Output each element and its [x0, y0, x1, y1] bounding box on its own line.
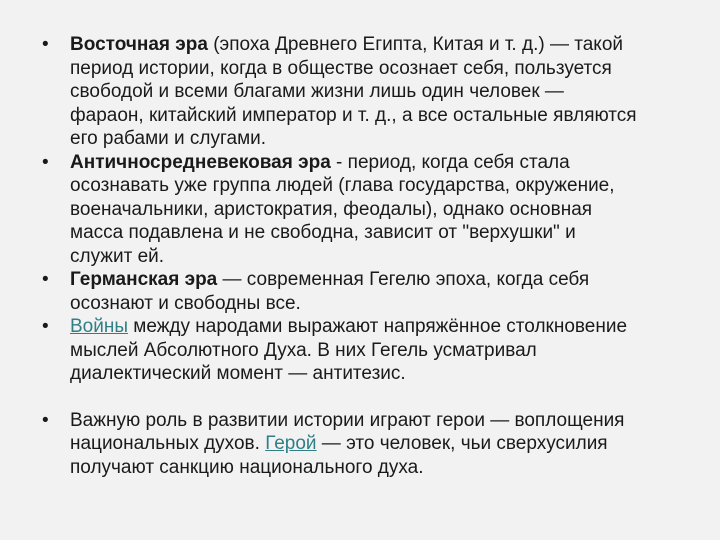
- bullet-wars: [40, 315, 640, 386]
- bullet-marker: •: [42, 151, 49, 173]
- bullet-text: между народами выражают напряжённое столкновение мыслей Абсолютного Духа. В них Гегель усматривал диалектический момент — антитезис.: [70, 316, 628, 384]
- bullet-marker: •: [42, 34, 49, 55]
- bullet-marker: •: [42, 316, 49, 337]
- term-german-era: Германская эра: [70, 269, 218, 290]
- bullet-heroes: [40, 409, 640, 480]
- bullet-marker: •: [42, 409, 49, 431]
- bullet-marker: •: [42, 269, 49, 290]
- bullet-german-era: [40, 268, 640, 315]
- bullet-text: — это человек, чьи сверхусилия получают санкцию национального духа.: [70, 433, 608, 478]
- link-hero[interactable]: Герой: [265, 433, 317, 454]
- bullet-text: (эпоха Древнего Египта, Китая и т. д.) — такой период истории, когда в обществе осознает себя, пользуется свободой и всеми благами жизни лишь один человек — фараон, китайский император и т. д., а все остальные являются его рабами и слугами.: [70, 34, 637, 149]
- bullet-list: [40, 33, 640, 479]
- bullet-text: — современная Гегелю эпоха, когда себя осознают и свободны все.: [70, 269, 590, 314]
- bullet-eastern-era: [40, 33, 640, 151]
- term-antique-medieval-era: Античносредневековая эра: [70, 151, 331, 173]
- term-eastern-era: Восточная эра: [70, 34, 208, 55]
- bullet-text: - период, когда себя стала осознавать уже группа людей (глава государства, окружение, военачальники, аристократия, феодалы), однако основная масса подавлена и не свободна, зависит от "верхушки" и служит ей.: [70, 151, 615, 267]
- link-wars[interactable]: Войны: [70, 316, 129, 337]
- bullet-antique-medieval-era: [40, 151, 640, 269]
- bullet-text: Важную роль в развитии истории играют герои — воплощения национальных духов.: [70, 409, 625, 454]
